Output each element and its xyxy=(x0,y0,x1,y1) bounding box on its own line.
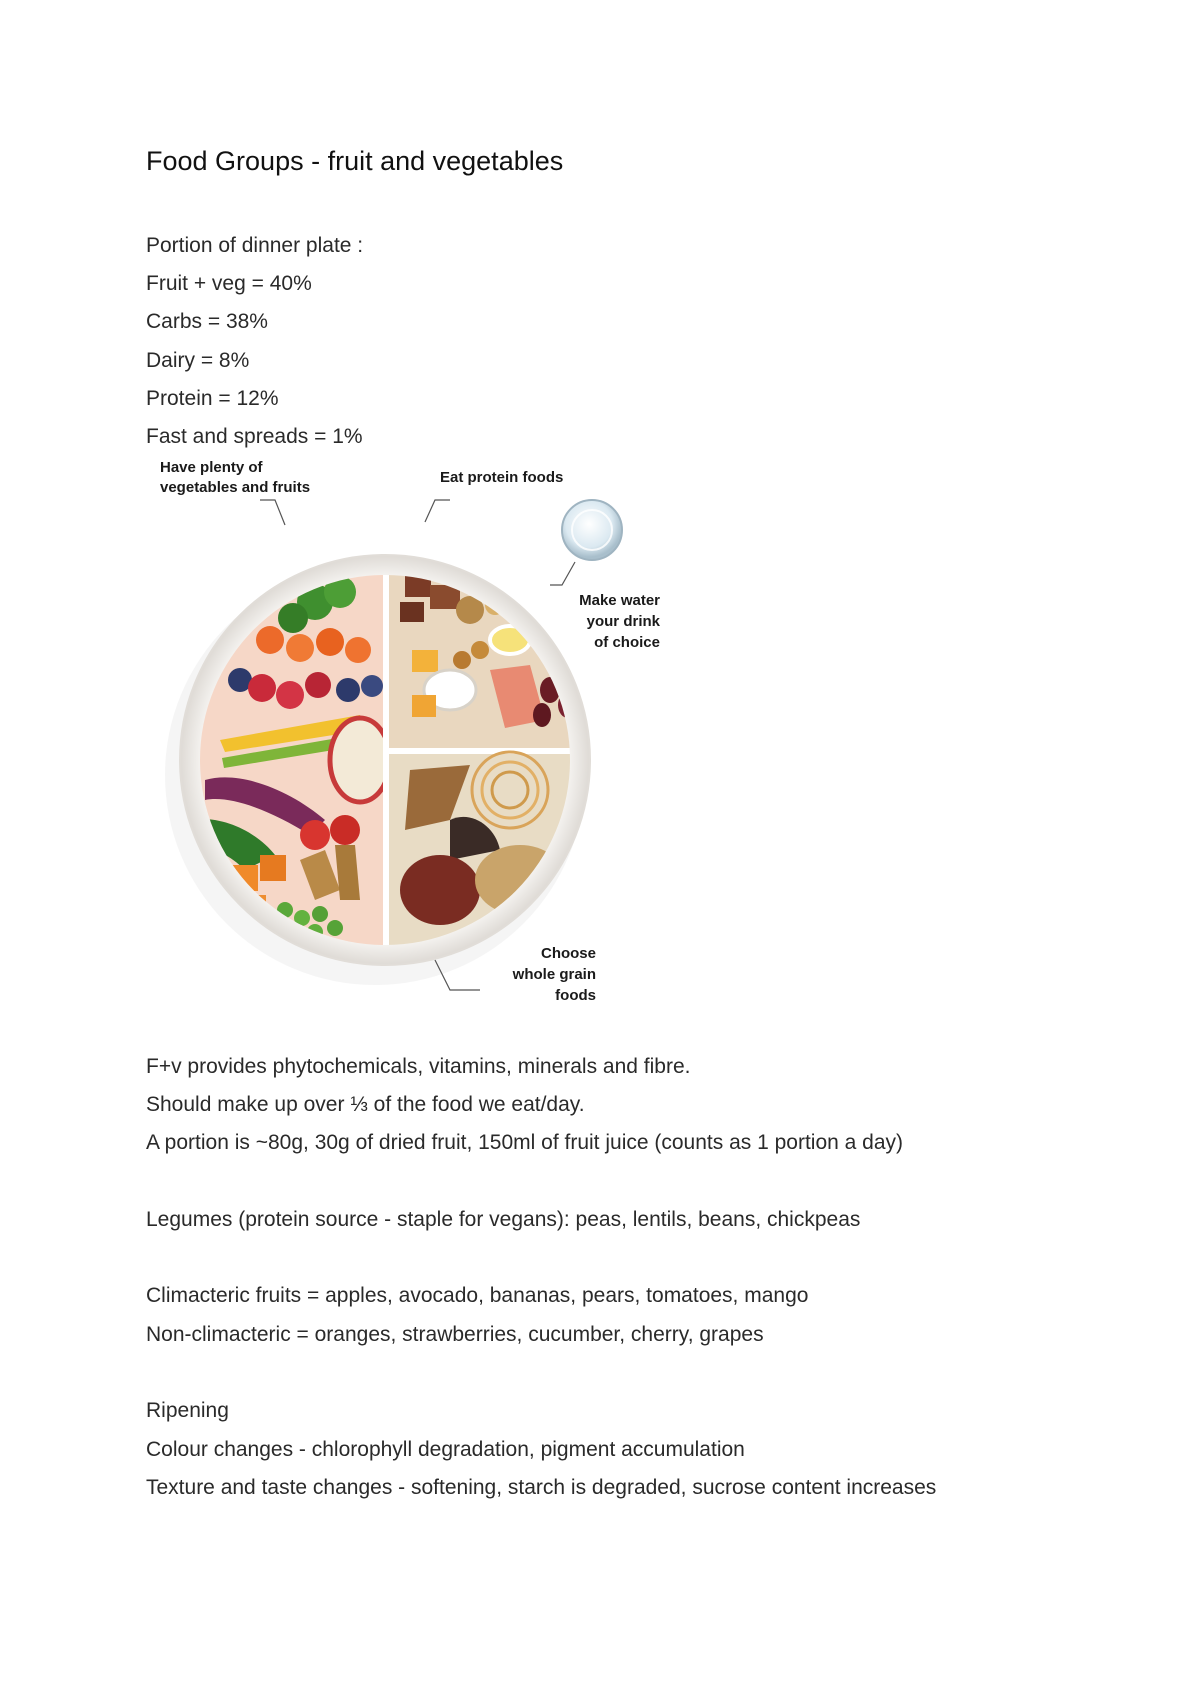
label-veg-line1: Have plenty of xyxy=(160,459,263,476)
portion-dairy: Dairy = 8% xyxy=(146,349,250,372)
label-grain-line1: Choose xyxy=(540,945,596,962)
note-ripening-heading: Ripening xyxy=(146,1399,229,1422)
label-grain-line2: whole grain xyxy=(512,966,596,983)
note-legumes: Legumes (protein source - staple for vegans): peas, lentils, beans, chickpeas xyxy=(146,1208,861,1231)
portion-fruit-veg: Fruit + veg = 40% xyxy=(146,272,312,295)
note-should-make: Should make up over ⅓ of the food we eat/day. xyxy=(146,1093,585,1116)
note-climacteric: Climacteric fruits = apples, avocado, bananas, pears, tomatoes, mango xyxy=(146,1284,809,1307)
label-water-line3: of choice xyxy=(594,634,660,651)
food-plate-illustration xyxy=(150,459,690,1010)
label-water-line1: Make water xyxy=(579,592,660,609)
label-veg-line2: vegetables and fruits xyxy=(160,479,311,496)
portion-fats: Fast and spreads = 1% xyxy=(146,425,363,448)
note-fv-provides: F+v provides phytochemicals, vitamins, minerals and fibre. xyxy=(146,1055,691,1078)
note-non-climacteric: Non-climacteric = oranges, strawberries, cucumber, cherry, grapes xyxy=(146,1323,764,1346)
label-grain-line3: foods xyxy=(555,987,596,1004)
portion-heading: Portion of dinner plate : xyxy=(146,234,364,257)
portion-protein: Protein = 12% xyxy=(146,387,279,410)
note-portion: A portion is ~80g, 30g of dried fruit, 150ml of fruit juice (counts as 1 portion a day) xyxy=(146,1131,904,1154)
note-texture: Texture and taste changes - softening, starch is degraded, sucrose content increases xyxy=(146,1476,937,1499)
label-water-line2: your drink xyxy=(586,613,660,630)
label-protein: Eat protein foods xyxy=(440,469,564,486)
portion-carbs: Carbs = 38% xyxy=(146,310,268,333)
page-title: Food Groups - fruit and vegetables xyxy=(146,146,564,176)
note-colour-changes: Colour changes - chlorophyll degradation, pigment accumulation xyxy=(146,1438,745,1461)
food-plate-figure xyxy=(150,459,690,1010)
